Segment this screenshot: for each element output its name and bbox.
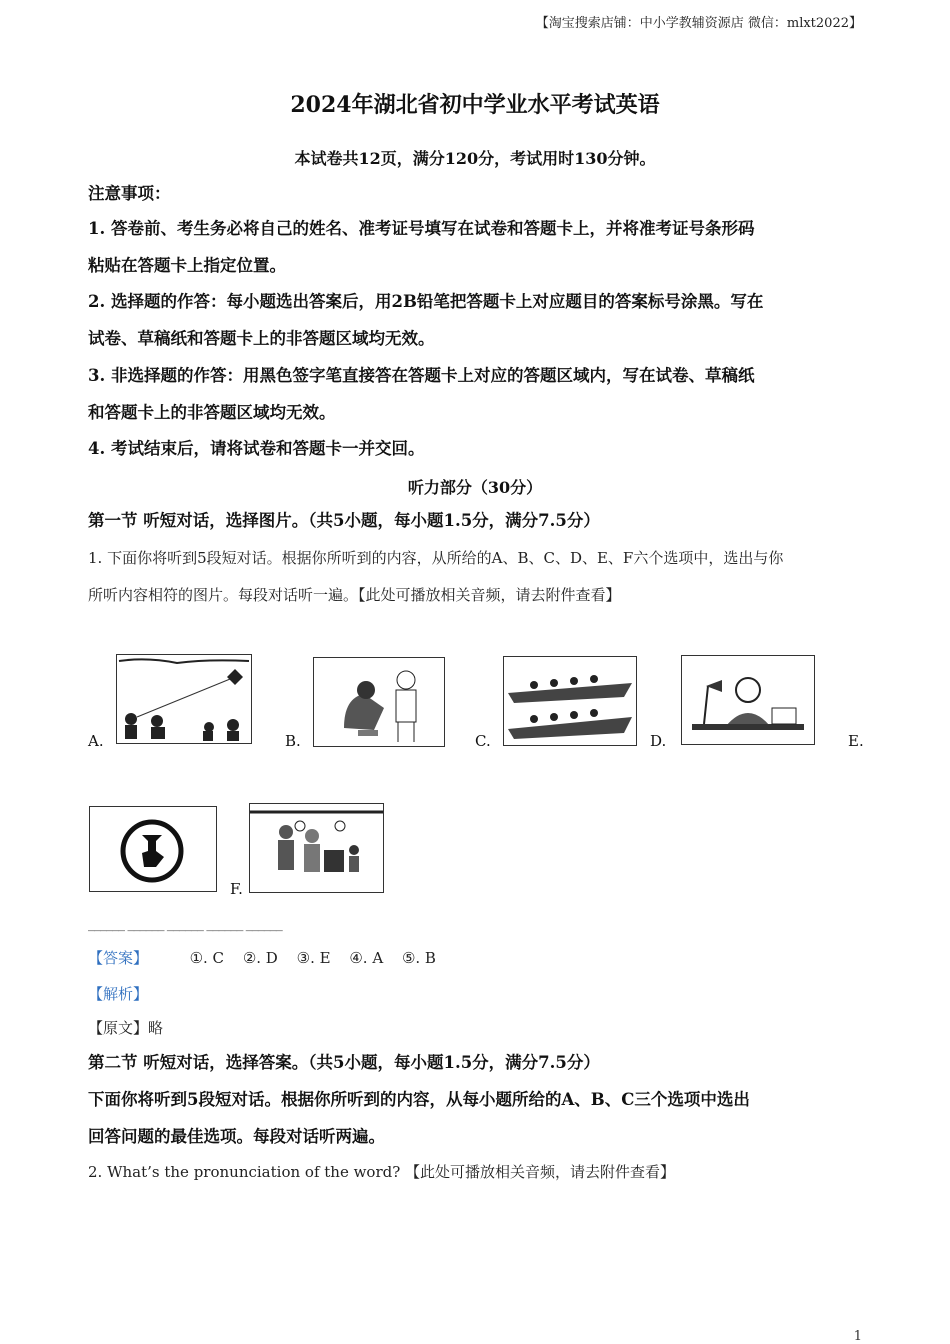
notice-line: 试卷、草稿纸和答题卡上的非答题区域均无效。 (88, 329, 435, 348)
option-label-e: E. (848, 732, 864, 750)
answer-item: ③. E (296, 949, 331, 967)
picture-c-dragon-boats (503, 656, 637, 746)
answer-item: ⑤. B (401, 949, 436, 967)
page-number: 1 (853, 1329, 862, 1344)
notice-line: 2. 选择题的作答：每小题选出答案后，用2B铅笔把答题卡上对应题目的答案标号涂黑。写在 (88, 292, 764, 311)
notice-line: 4. 考试结束后，请将试卷和答题卡一并交回。 (88, 439, 425, 458)
option-label-a: A. (88, 732, 104, 750)
notice-line: 和答题卡上的非答题区域均无效。 (88, 403, 336, 422)
option-label-f: F. (230, 880, 243, 898)
option-label-d: D. (650, 732, 667, 750)
notice-line: 3. 非选择题的作答：用黑色签字笔直接答在答题卡上对应的答题区域内，写在试卷、草稿纸 (88, 366, 755, 385)
picture-b-dentist (313, 657, 445, 747)
section1-instruction: 所听内容相符的图片。每段对话听一遍。【此处可播放相关音频，请去附件查看】 (88, 586, 621, 604)
original-text: 【原文】略 (88, 1019, 164, 1037)
option-label-b: B. (285, 732, 301, 750)
header-note: 【淘宝搜索店铺：中小学教辅资源店 微信：mlxt2022】 (535, 16, 862, 31)
answer-item: ②. D (242, 949, 278, 967)
exam-info: 本试卷共12页，满分120分，考试用时130分钟。 (294, 149, 656, 168)
listening-heading: 听力部分（30分） (407, 478, 543, 497)
picture-e-no-touching-sign (89, 806, 217, 892)
section2-heading: 第二节 听短对话，选择答案。（共5小题，每小题1.5分，满分7.5分） (88, 1053, 600, 1072)
section2-instruction: 下面你将听到5段短对话。根据你所听到的内容，从每小题所给的A、B、C三个选项中选出 (88, 1090, 750, 1109)
question-2: 2. What’s the pronunciation of the word? 【此处可播放相关音频，请去附件查看】 (88, 1163, 676, 1181)
section1-heading: 第一节 听短对话，选择图片。（共5小题，每小题1.5分，满分7.5分） (88, 511, 600, 530)
option-label-c: C. (475, 732, 491, 750)
page-title: 2024年湖北省初中学业水平考试英语 (290, 92, 660, 118)
picture-a-kite-flying (116, 654, 252, 744)
notice-line: 粘贴在答题卡上指定位置。 (88, 256, 286, 275)
answer-item: ④. A (349, 949, 384, 967)
answer-item: ①. C (189, 949, 225, 967)
section1-instruction: 1. 下面你将听到5段短对话。根据你所听到的内容，从所给的A、B、C、D、E、F六个选项中，选出与你 (88, 549, 784, 567)
notice-line: 1. 答卷前、考生务必将自己的姓名、准考证号填写在试卷和答题卡上，并将准考证号条形码 (88, 219, 755, 238)
answer-blanks: ______ ______ ______ ______ ______ (88, 916, 282, 932)
answer-tag: 【答案】 (88, 949, 149, 967)
section2-instruction: 回答问题的最佳选项。每段对话听两遍。 (88, 1127, 385, 1146)
answer-row (88, 948, 863, 968)
analysis-tag: 【解析】 (88, 985, 149, 1003)
picture-d-studying (681, 655, 815, 745)
notice-heading: 注意事项： (88, 184, 171, 203)
picture-f-bus-seat (249, 803, 384, 893)
